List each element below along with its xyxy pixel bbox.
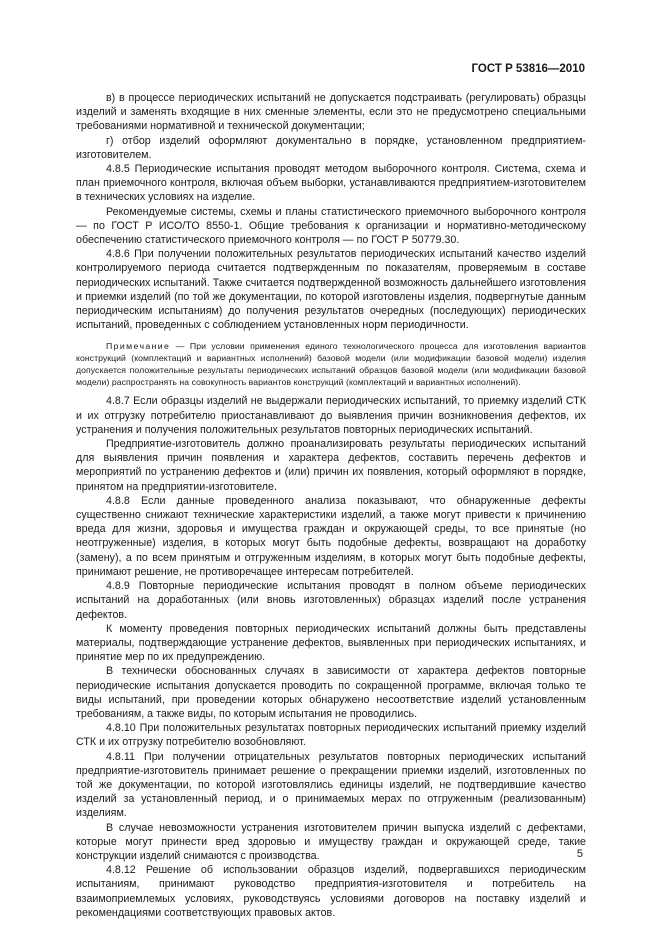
paragraph-4-8-8: 4.8.8 Если данные проведенного анализа показывают, что обнаруженные дефекты существенно снижают технические характеристики изделий, а также могут привести к причинению вреда для жизни, здоровья и имущества граждан и окружающей среды, то все принятые (но неотгруженные) изделия, в которых могут быть подобные дефекты, возвращают на доработку (замену), а по всем принятым и отгруженным изделиям, в которых могут быть подобные дефекты, принимают решение, не противоречащее интересам потребителей. [76, 494, 586, 578]
document-code-header: ГОСТ Р 53816—2010 [471, 63, 585, 75]
note-block [76, 340, 586, 388]
paragraph-recommended-systems: Рекомендуемые системы, схемы и планы статистического приемочного выборочного контроля — по ГОСТ Р ИСО/ТО 8550-1. Общие требования к организации и нормативно-методическому обеспечению статистического приемочного контроля — по ГОСТ Р 50779.30. [76, 205, 586, 247]
page-number: 5 [576, 848, 583, 860]
note-label: Примечание [106, 341, 171, 352]
paragraph-item-v: в) в процессе периодических испытаний не допускается подстраивать (регулировать) образцы изделий и заменять входящие в них сменные элементы, если это не предусмотрено специальными требованиями нормативной и технической документации; [76, 92, 586, 133]
paragraph-4-8-5: 4.8.5 Периодические испытания проводят методом выборочного контроля. Система, схема и план приемочного контроля, включая объем выборки, устанавливаются предприятием-изготовителем в технических условиях на изделие. [76, 163, 586, 204]
note-text: — При условии применения единого технологического процесса для изготовления вариантов конструкций (комплектаций и вариантных исполнений) базовой модели (или модификации базовой модели) изделия допускается положительные результаты периодических испытаний образцов базовой модели (или модификации базовой модели) распространять на совокупность вариантов конструкций (комплектаций и вариантных исполнений). [76, 341, 586, 388]
paragraph-4-8-11: 4.8.11 При получении отрицательных результатов повторных периодических испытаний предприятие-изготовитель принимает решение о прекращении приемки изделий, изготовленных по той же документации, по которой изготовлялись единицы изделий, не подтвердившие качество изделий за установленный период, и о принимаемых мерах по отгруженным (реализованным) изделиям. [76, 750, 586, 820]
paragraph-item-g: г) отбор изделий оформляют документально в порядке, установленном предприятием-изготовителем. [76, 134, 586, 161]
paragraph-4-8-9: 4.8.9 Повторные периодические испытания проводят в полном объеме периодических испытаний на доработанных (или вновь изготовленных) образцах изделий после устранения дефектов. [76, 580, 586, 621]
paragraph-analysis: Предприятие-изготовитель должно проанализировать результаты периодических испытаний для выявления причин появления и характера дефектов, составить перечень дефектов и мероприятий по устранению дефектов и (или) причин их появления, который оформляют в порядке, принятом на предприятии-изготовителе. [76, 438, 586, 493]
paragraph-4-8-7: 4.8.7 Если образцы изделий не выдержали периодических испытаний, то приемку изделий СТК и их отгрузку потребителю приостанавливают до выявления причин возникновения дефектов, их устранения и получения положительных результатов повторных периодических испытаний. [76, 395, 586, 436]
paragraph-4-8-6: 4.8.6 При получении положительных результатов периодических испытаний качество изделий контролируемого периода считается подтвержденным по показателям, проверяемым в составе периодических испытаний. Также считается подтвержденной возможность дальнейшего изготовления и приемки изделий (по той же документации, по которой изготовлены изделия, подвергнутые данным периодическим испытаниям) до получения результатов очередных (последующих) периодических испытаний, проведенных с соблюдением установленных норм периодичности. [76, 248, 586, 332]
paragraph-withdrawal: В случае невозможности устранения изготовителем причин выпуска изделий с дефектами, которые могут принести вред здоровью и имуществу граждан и окружающей среде, такие конструкции изделий снимаются с производства. [76, 821, 586, 862]
paragraph-4-8-10: 4.8.10 При положительных результатах повторных периодических испытаний приемку изделий СТК и их отгрузку потребителю возобновляют. [76, 722, 586, 749]
paragraph-materials: К моменту проведения повторных периодических испытаний должны быть представлены материалы, подтверждающие устранение дефектов, выявленных при периодических испытаниях, и принятие мер по их предупреждению. [76, 622, 586, 664]
paragraph-4-8-12: 4.8.12 Решение об использовании образцов изделий, подвергавшихся периодическим испытаниям, принимают руководство предприятия-изготовителя и потребитель на взаимоприемлемых условиях, руководствуясь условиями договоров на поставку изделий и рекомендациями соответствующих правовых актов. [76, 864, 586, 919]
paragraph-reduced-program: В технически обоснованных случаях в зависимости от характера дефектов повторные периодические испытания допускается проводить по сокращенной программе, включая только те виды испытаний, при проведении которых обнаружено несоответствие изделий установленным требованиям, а также виды, по которым испытания не проводились. [76, 665, 586, 720]
page-body [76, 91, 586, 920]
